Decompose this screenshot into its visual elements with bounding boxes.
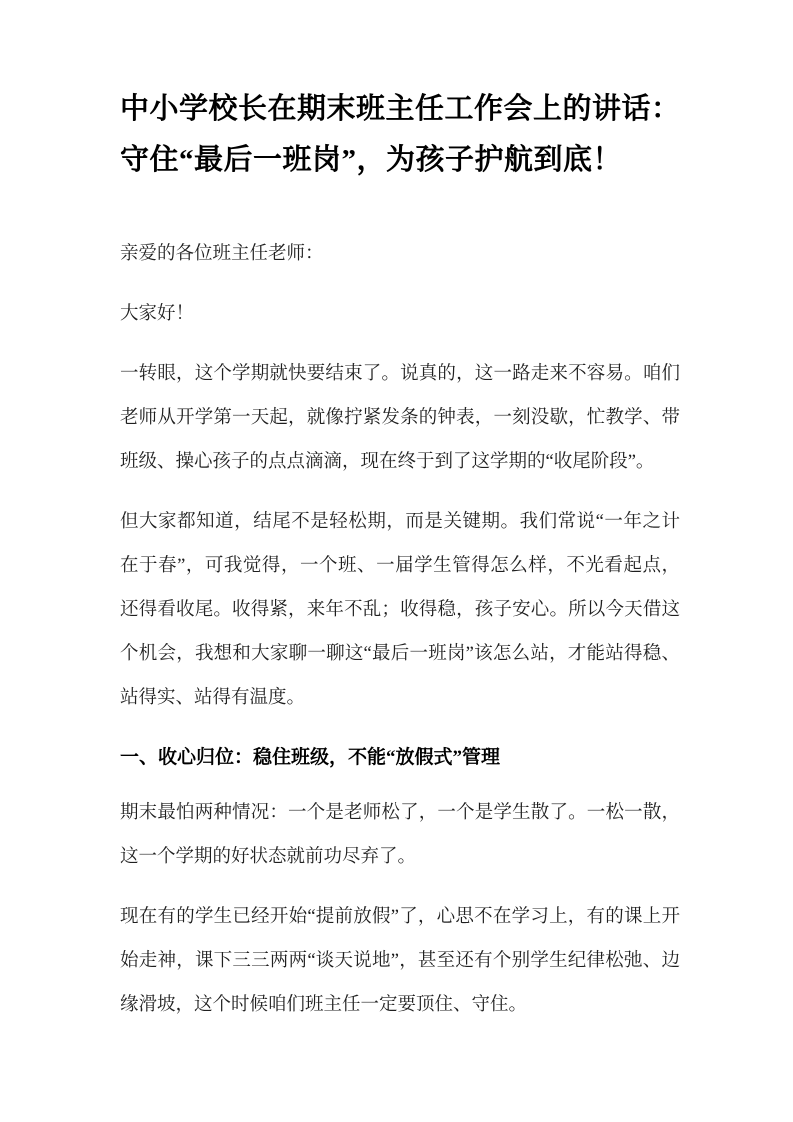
section-heading-1: 一、收心归位：稳住班级，不能“放假式”管理 (120, 747, 501, 768)
document-title (120, 84, 680, 186)
salutation-paragraph: 亲爱的各位班主任老师： (120, 244, 324, 264)
greeting-paragraph: 大家好！ (120, 304, 195, 324)
title-line-2: 守住“最后一班岗”，为孩子护航到底！ (120, 144, 623, 176)
body-paragraph: 一转眼，这个学期就快要结束了。说真的，这一路走来不容易。咱们老师从开学第一天起，就像拧紧发条的钟表，一刻没歇，忙教学、带班级、操心孩子的点点滴滴，现在终于到了这学期的“收尾阶段”。 (120, 364, 680, 472)
body-paragraph: 现在有的学生已经开始“提前放假”了，心思不在学习上，有的课上开始走神，课下三三两两“谈天说地”，甚至还有个别学生纪律松弛、边缘滑坡，这个时候咱们班主任一定要顶住、守住。 (120, 907, 680, 1015)
title-line-1: 中小学校长在期末班主任工作会上的讲话： (120, 93, 681, 125)
body-paragraph: 但大家都知道，结尾不是轻松期，而是关键期。我们常说“一年之计在于春”，可我觉得，一个班、一届学生管得怎么样，不光看起点，还得看收尾。收得紧，来年不乱；收得稳，孩子安心。所以今天借这个机会，我想和大家聊一聊这“最后一班岗”该怎么站，才能站得稳、站得实、站得有温度。 (120, 512, 680, 708)
body-paragraph: 期末最怕两种情况：一个是老师松了，一个是学生散了。一松一散，这一个学期的好状态就前功尽弃了。 (120, 803, 680, 867)
